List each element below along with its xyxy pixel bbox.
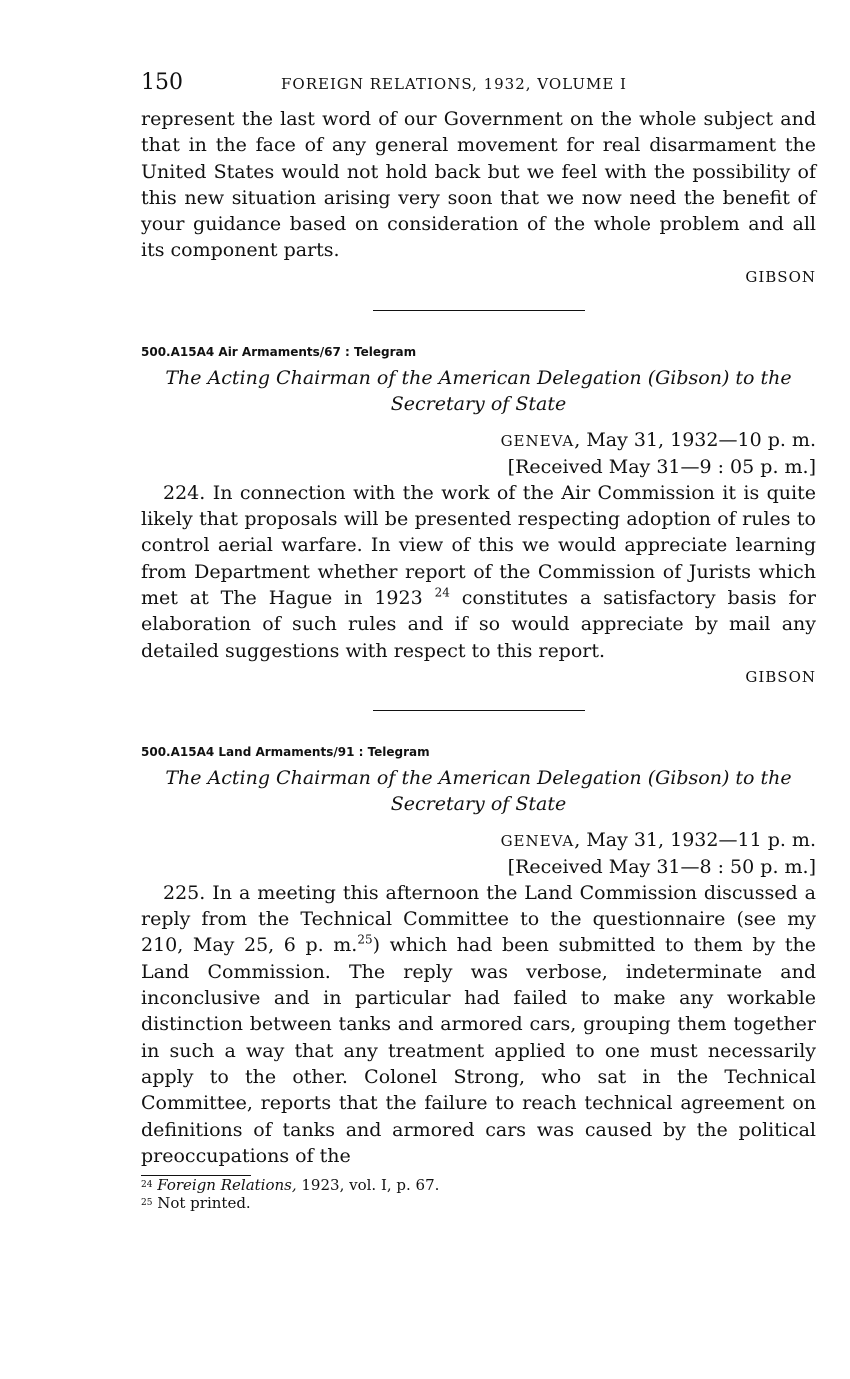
document-title — [141, 765, 816, 817]
dateline — [141, 427, 816, 480]
signature: GIBSON — [745, 267, 816, 286]
continued-paragraph: represent the last word of our Government on the whole subject and that in the face of any general movement for real disarmament the United States would not hold back but we feel with the possibility of this new situation arising very soon that we now need the benefit of your guidance based on consideration of the whole problem and all its component parts. — [141, 108, 816, 262]
page-header — [141, 70, 816, 106]
section-divider — [373, 310, 585, 311]
footnote-text: Not printed. — [157, 1194, 251, 1213]
received-line: [Received May 31—9 : 05 p. m.] — [507, 455, 816, 478]
body-text: 225. In a meeting this afternoon the Land Commission discussed a reply from the Technical Committee to the questionnaire (see my 210, May 25, 6 p. m. — [141, 881, 816, 957]
footnote — [141, 1176, 816, 1194]
telegram-body — [141, 880, 816, 1169]
dateline-place: GENEVA — [500, 431, 575, 450]
footnote-mark: 24 — [141, 1180, 153, 1191]
document-page — [141, 70, 816, 1212]
file-reference: 500.A15A4 Land Armaments/91 : Telegram — [141, 744, 430, 759]
dateline-date: , May 31, 1932—11 p. m. — [574, 828, 816, 851]
file-reference: 500.A15A4 Air Armaments/67 : Telegram — [141, 344, 417, 359]
section-divider — [373, 710, 585, 711]
footnote-title: Foreign Relations, — [157, 1176, 297, 1195]
document-title — [141, 365, 816, 417]
body-text: 224. In connection with the work of the Air Commission it is quite likely that proposals will be presented respecting adoption of rules to control aerial warfare. In view of this we would appreciate learning from Department whether report of the Commission of Jurists which met at The Hague in 1923 — [141, 481, 816, 609]
received-line: [Received May 31—8 : 50 p. m.] — [507, 855, 816, 878]
footnote-reference: 24 — [434, 585, 450, 600]
title-line: The Acting Chairman of the American Delegation (Gibson) to the — [165, 366, 792, 389]
running-title: FOREIGN RELATIONS, 1932, VOLUME I — [281, 75, 627, 93]
footnote-mark: 25 — [141, 1198, 153, 1209]
title-line: The Acting Chairman of the American Delegation (Gibson) to the — [165, 766, 792, 789]
signature: GIBSON — [745, 667, 816, 686]
dateline — [141, 827, 816, 880]
footnote — [141, 1194, 816, 1212]
telegram-body — [141, 480, 816, 664]
dateline-place: GENEVA — [500, 831, 575, 850]
footnote-reference: 25 — [357, 933, 373, 948]
body-text: constitutes a satisfactory basis for elaboration of such rules and if so would appreciate by mail any detailed suggestions with respect to this report. — [141, 586, 816, 662]
body-text: ) which had been submitted to them by the Land Commission. The reply was verbose, indeterminate and inconclusive and in particular had failed to make any workable distinction between tanks and armored cars, grouping them together in such a way that any treatment applied to one must necessarily apply to the other. Colonel Strong, who sat in the Technical Committee, reports that the failure to reach technical agreement on definitions of tanks and armored cars was caused by the political preoccupations of the — [141, 934, 816, 1167]
dateline-date: , May 31, 1932—10 p. m. — [574, 428, 816, 451]
title-line: Secretary of State — [390, 792, 567, 815]
footnote-text: 1923, vol. I, p. 67. — [296, 1176, 440, 1195]
page-number: 150 — [141, 70, 183, 95]
title-line: Secretary of State — [390, 392, 567, 415]
